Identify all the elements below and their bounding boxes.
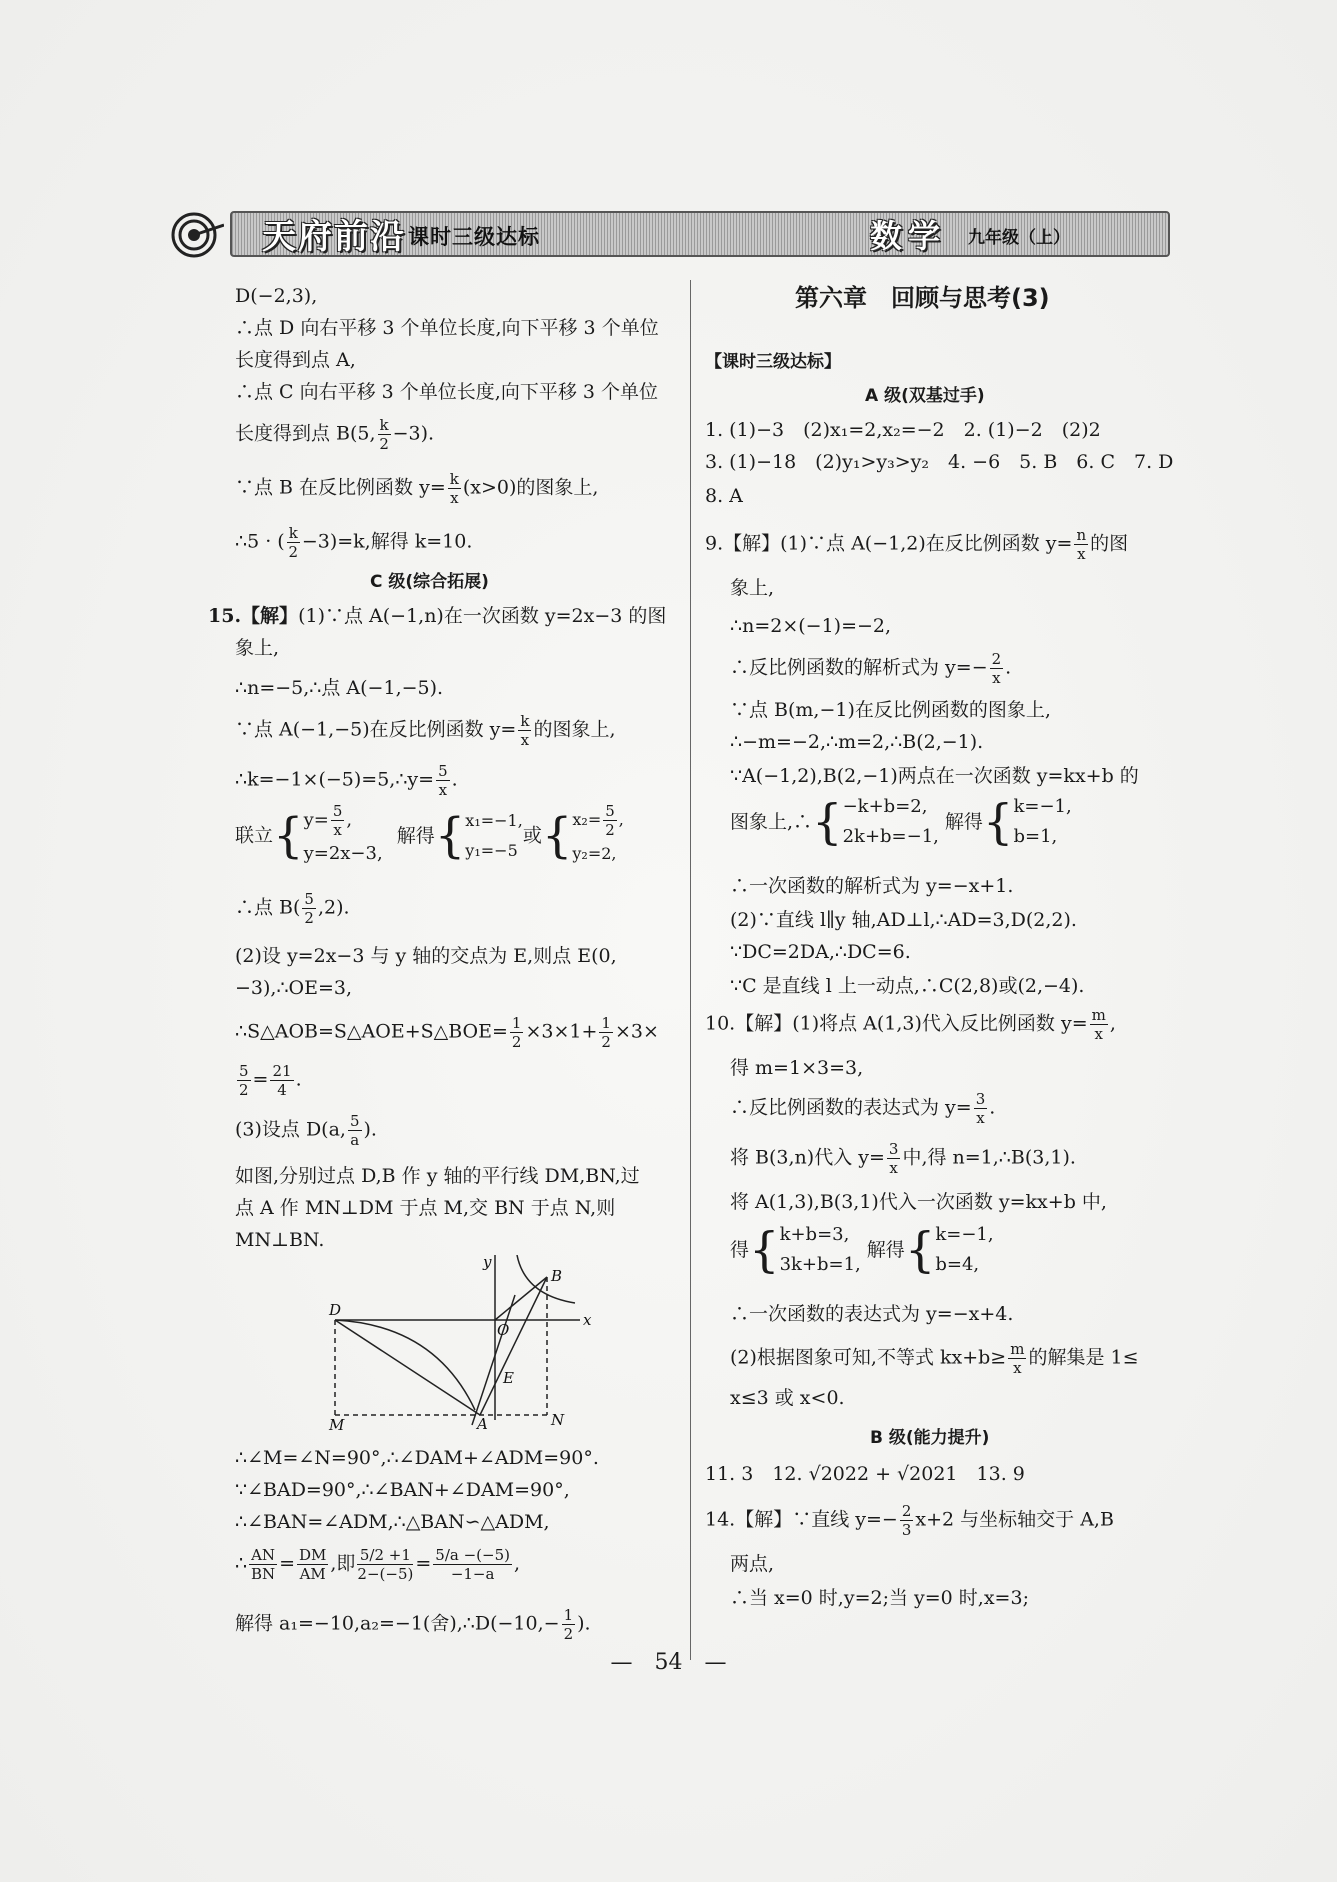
fraction: $\frac{k}{2}$ [288, 524, 299, 561]
text-line: ∴反比例函数的解析式为 y=− $\frac{2}{x}$ . [730, 650, 1012, 687]
text-line: 点 A 作 MN⊥DM 于点 M,交 BN 于点 N,则 [235, 1197, 616, 1219]
label-E: E [503, 1369, 514, 1387]
text-line: ∴一次函数的解析式为 y=−x+1. [730, 875, 1014, 897]
text-line: 长度得到点 A, [235, 349, 356, 371]
text-line: ∴S△AOB=S△AOE+S△BOE= $\frac{1}{2}$ ×3×1+ $\frac{1}{2}$ ×3× [235, 1014, 659, 1051]
text-line: ∵C 是直线 l 上一动点,∴C(2,8)或(2,−4). [730, 975, 1085, 997]
fraction: $\frac{k}{x}$ [520, 712, 530, 749]
text-line: 长度得到点 B(5, $\frac{k}{2}$ −3). [235, 416, 435, 453]
text-line: ∴n=−5,∴点 A(−1,−5). [235, 677, 444, 699]
text-line: 象上, [235, 637, 280, 659]
text-line: ∴ $\frac{AN}{BN}$ = $\frac{DM}{AM}$ ,即 $\frac{5/2 +1}{2-(-5)}$ = $\frac{5/a -(-5)}{-1-a}$ , [235, 1546, 521, 1583]
text-line: 解得 a₁=−10,a₂=−1(舍),∴D(−10,− $\frac{1}{2}$ ). [235, 1606, 591, 1643]
text-line: x≤3 或 x<0. [730, 1387, 845, 1409]
subject-title: 数学 [870, 217, 947, 255]
label-D: D [329, 1301, 342, 1319]
text-line: ∴反比例函数的表达式为 y= $\frac{3}{x}$ . [730, 1090, 996, 1127]
text-line: ∵点 B 在反比例函数 y= $\frac{k}{x}$ (x>0)的图象上, [235, 470, 599, 507]
q15-line: 15.【解】(1)∵点 A(−1,n)在一次函数 y=2x−3 的图 [208, 605, 667, 627]
section-heading: 【课时三级达标】 [705, 352, 841, 372]
column-divider [690, 280, 691, 1660]
text-line: (2)∵直线 l∥y 轴,AD⊥l,∴AD=3,D(2,2). [730, 909, 1077, 931]
text-line: ∴点 D 向右平移 3 个单位长度,向下平移 3 个单位 [235, 317, 659, 339]
text-line: −3),∴OE=3, [235, 977, 353, 999]
geometry-figure [325, 1255, 595, 1430]
equation-system-line: 联立{ y= $\frac{5}{x}$ , y=2x−3, 解得{ x₁=−1, y₁=−5 或{ x₂= $\frac{5}{2}$ , y₂=2, [235, 802, 624, 864]
label-x: x [583, 1311, 592, 1329]
text-line: ∴当 x=0 时,y=2;当 y=0 时,x=3; [730, 1587, 1029, 1609]
text-line: ∵DC=2DA,∴DC=6. [730, 941, 911, 963]
q14-line: 14.【解】∵直线 y=− $\frac{2}{3}$ x+2 与坐标轴交于 A,B [705, 1502, 1114, 1539]
text-line: 得 m=1×3=3, [730, 1057, 864, 1079]
line-AE [472, 1295, 515, 1425]
text-line: (3)设点 D(a, $\frac{5}{a}$ ). [235, 1112, 377, 1149]
label-y: y [483, 1255, 492, 1271]
segment-OB [495, 1277, 547, 1320]
text-line: ∴点 B( $\frac{5}{2}$ ,2). [235, 890, 350, 927]
answer-line: 3. (1)−18 (2)y₁>y₃>y₂ 4. −6 5. B 6. C 7. D [705, 451, 1174, 473]
text-line: $\frac{5}{2}$ = $\frac{21}{4}$ . [239, 1062, 302, 1099]
label-M: M [329, 1416, 345, 1430]
answer-line: 11. 3 12. √2022 + √2021 13. 9 [705, 1463, 1025, 1485]
text-line: ∴∠M=∠N=90°,∴∠DAM+∠ADM=90°. [235, 1447, 599, 1469]
text-line: ∴n=2×(−1)=−2, [730, 615, 892, 637]
text-line: 将 B(3,n)代入 y= $\frac{3}{x}$ 中,得 n=1,∴B(3,1). [730, 1140, 1076, 1177]
series-title: 课时三级达标 [408, 225, 540, 249]
text-line: ∴5 · ( $\frac{k}{2}$ −3)=k,解得 k=10. [235, 524, 473, 561]
text-line: (2)根据图象可知,不等式 kx+b≥ $\frac{m}{x}$ 的解集是 1≤ [730, 1340, 1139, 1377]
text-line: ∵A(−1,2),B(2,−1)两点在一次函数 y=kx+b 的 [730, 765, 1139, 787]
text-line: ∴一次函数的表达式为 y=−x+4. [730, 1303, 1014, 1325]
brand-title: 天府前沿 [262, 217, 406, 257]
label-B: B [551, 1267, 563, 1285]
c-level-heading: C 级(综合拓展) [370, 572, 489, 592]
text-line: 两点, [730, 1553, 775, 1575]
fraction: $\frac{k}{2}$ [379, 416, 389, 453]
answer-line: 8. A [705, 485, 743, 507]
segment-DA [335, 1320, 480, 1415]
text-line: 将 A(1,3),B(3,1)代入一次函数 y=kx+b 中, [730, 1191, 1107, 1213]
q9-line: 9.【解】(1)∵点 A(−1,2)在反比例函数 y= $\frac{n}{x}$ 的图 [705, 526, 1129, 563]
text-line: ∴点 C 向右平移 3 个单位长度,向下平移 3 个单位 [235, 381, 658, 403]
text-line: MN⊥BN. [235, 1229, 325, 1251]
label-O: O [497, 1321, 510, 1339]
text-line: ∵点 B(m,−1)在反比例函数的图象上, [730, 699, 1051, 721]
q10-line: 10.【解】(1)将点 A(1,3)代入反比例函数 y= $\frac{m}{x}$ , [705, 1006, 1116, 1043]
text-line: ∴−m=−2,∴m=2,∴B(2,−1). [730, 731, 984, 753]
fraction: $\frac{5}{x}$ [438, 762, 448, 799]
label-N: N [551, 1411, 565, 1429]
text-line: ∴∠BAN=∠ADM,∴△BAN∽△ADM, [235, 1511, 550, 1533]
text-line: ∵∠BAD=90°,∴∠BAN+∠DAM=90°, [235, 1479, 570, 1501]
answer-line: 1. (1)−3 (2)x₁=2,x₂=−2 2. (1)−2 (2)2 [705, 419, 1101, 441]
label-A: A [477, 1415, 488, 1430]
page-number: — 54 — [610, 1650, 727, 1675]
text-line: D(−2,3), [235, 285, 318, 307]
text-line: 象上, [730, 577, 775, 599]
text-line: (2)设 y=2x−3 与 y 轴的交点为 E,则点 E(0, [235, 945, 617, 967]
text-line: 如图,分别过点 D,B 作 y 轴的平行线 DM,BN,过 [235, 1165, 640, 1187]
text-line: ∴k=−1×(−5)=5,∴y= $\frac{5}{x}$ . [235, 762, 458, 799]
equation-system-line: 得{ k+b=3, 3k+b=1, 解得{ k=−1, b=4, [730, 1222, 994, 1278]
grade-label: 九年级（上） [968, 228, 1070, 248]
fraction: $\frac{k}{x}$ [449, 470, 459, 507]
page-header [170, 207, 1170, 259]
a-level-heading: A 级(双基过手) [865, 386, 985, 406]
fraction: $\frac{5}{2}$ [304, 890, 314, 927]
target-icon [170, 211, 224, 259]
b-level-heading: B 级(能力提升) [870, 1428, 990, 1448]
chapter-title: 第六章 回顾与思考(3) [795, 284, 1050, 312]
equation-system-line: 图象上,∴{ −k+b=2, 2k+b=−1, 解得{ k=−1, b=1, [730, 794, 1072, 850]
text-line: ∵点 A(−1,−5)在反比例函数 y= $\frac{k}{x}$ 的图象上, [235, 712, 616, 749]
